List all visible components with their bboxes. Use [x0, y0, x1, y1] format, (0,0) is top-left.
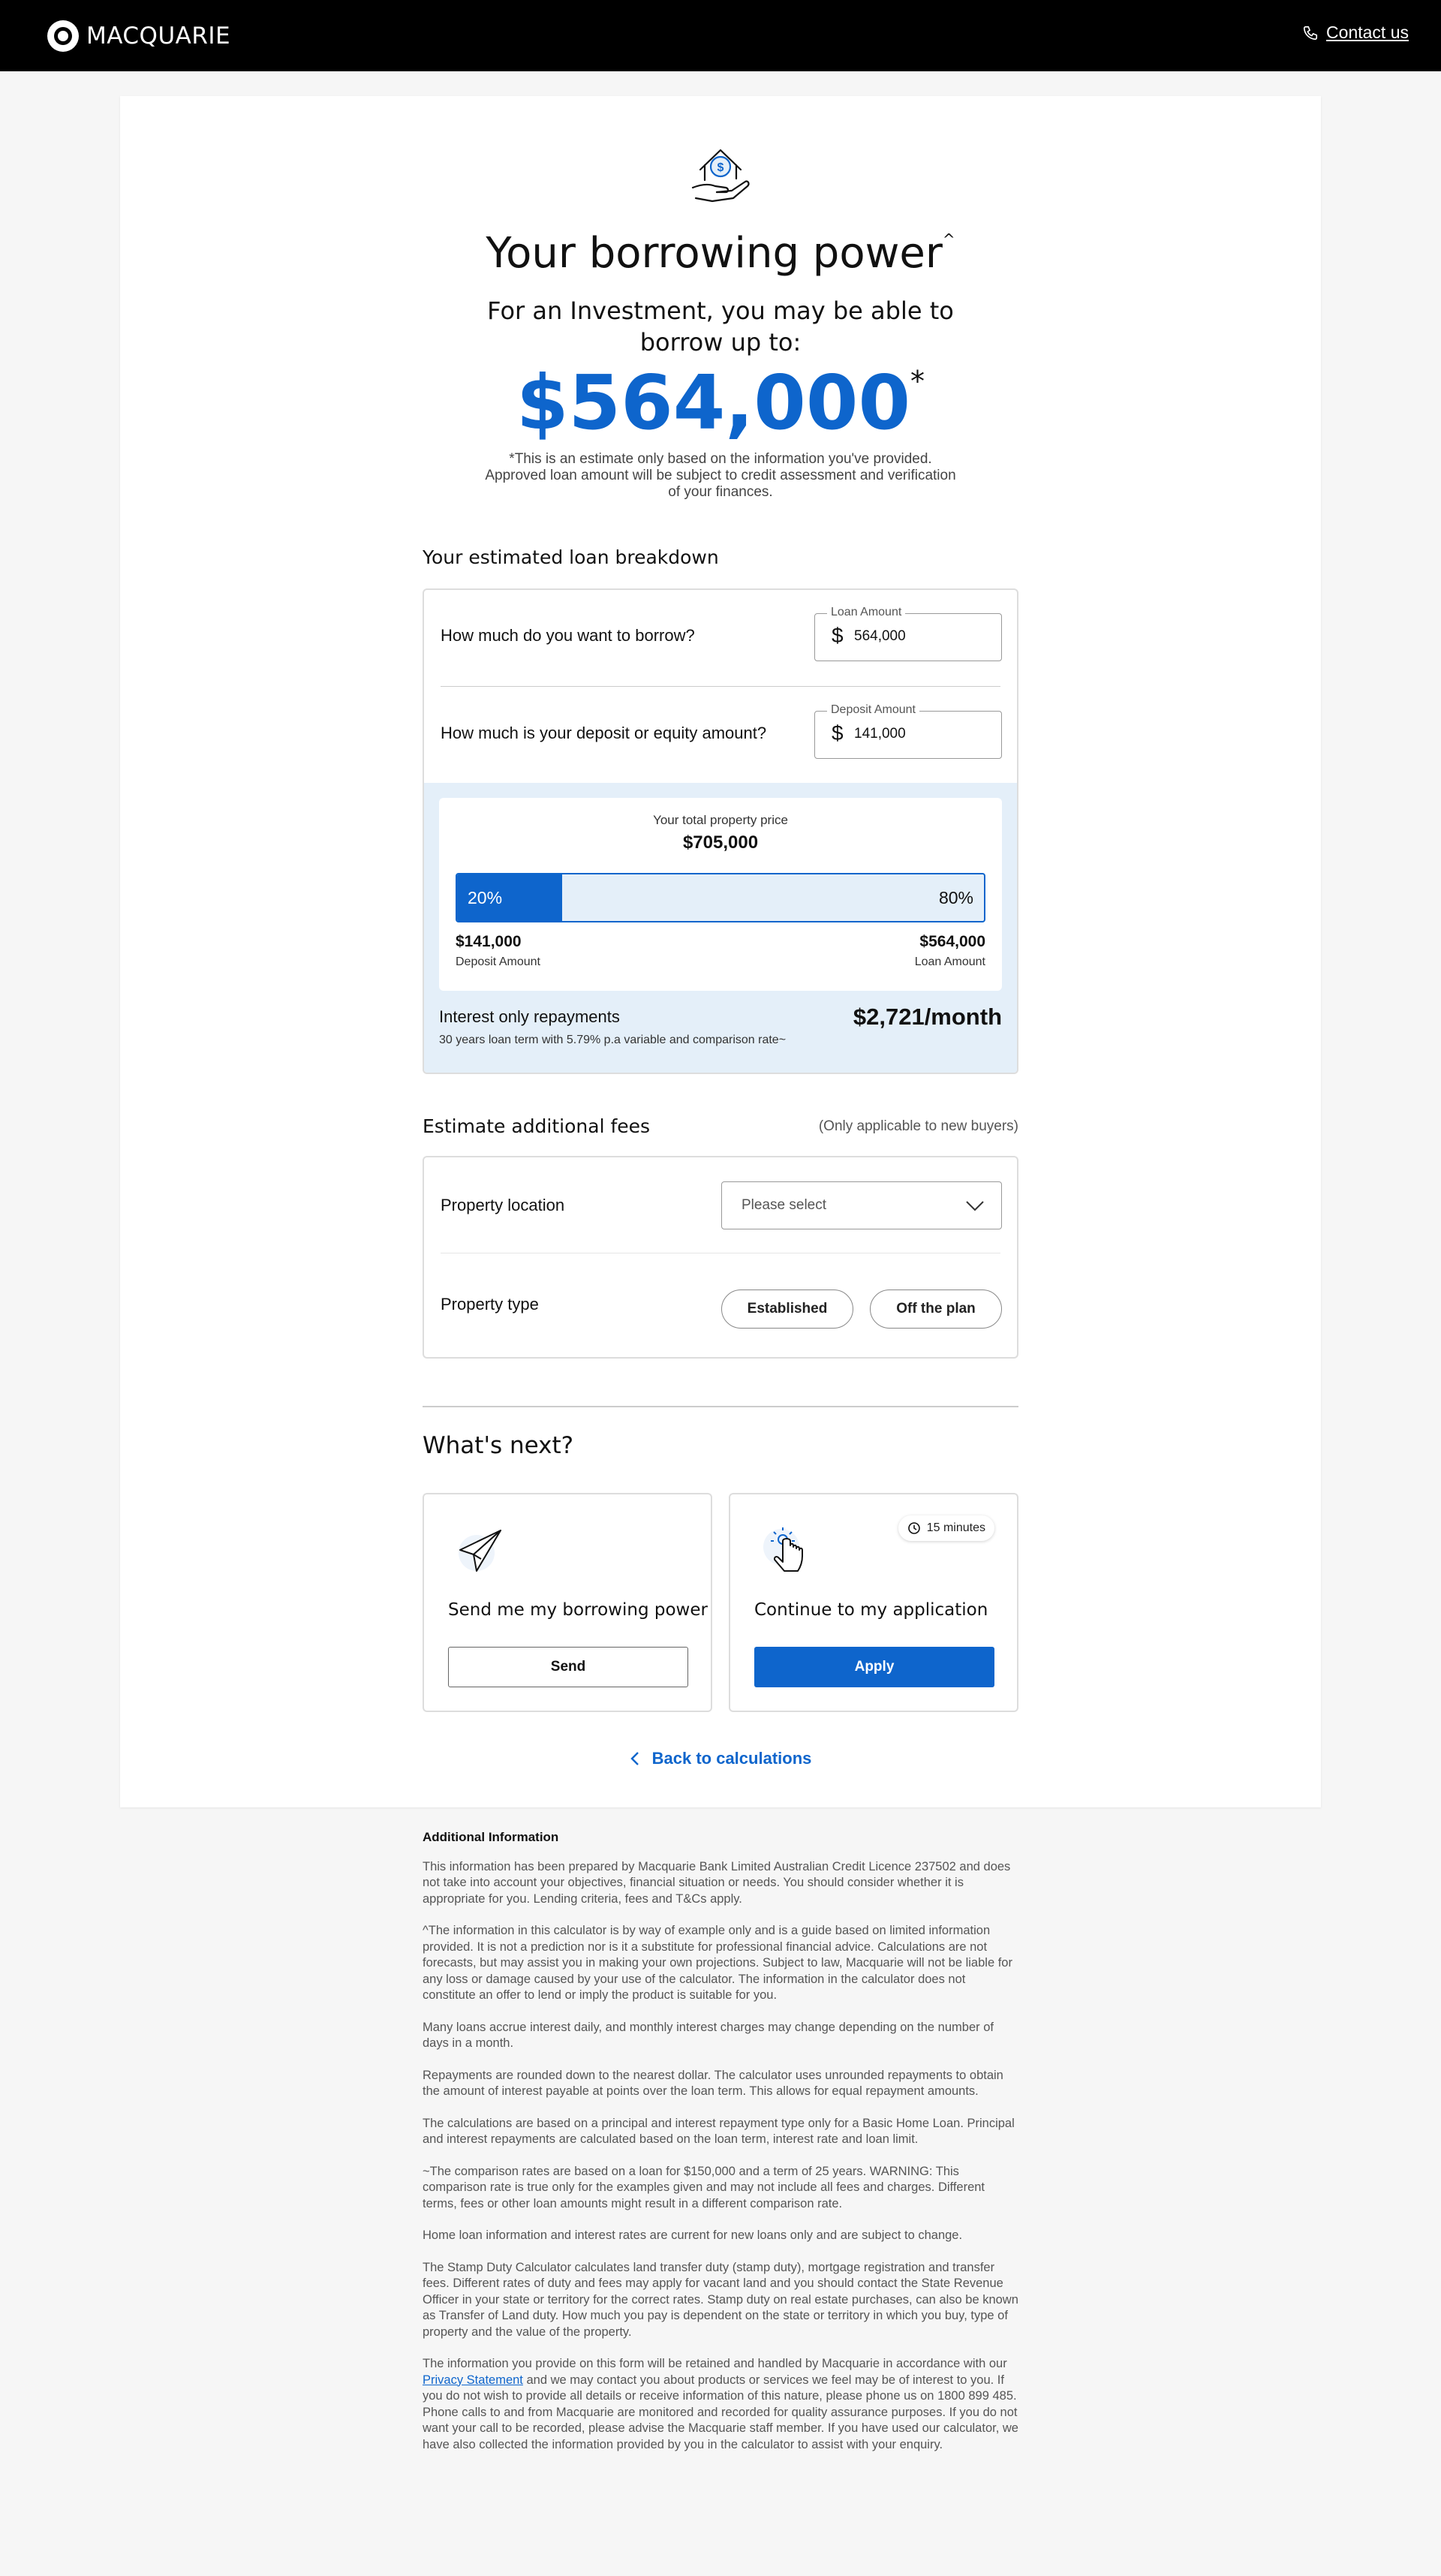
repayments-value: $2,721/month — [853, 1004, 1002, 1030]
section-divider — [423, 1406, 1018, 1407]
breakdown-heading: Your estimated loan breakdown — [423, 546, 719, 568]
property-summary-area — [424, 783, 1017, 1073]
loan-percent: 80% — [938, 888, 973, 907]
brand-name: MACQUARIE — [86, 23, 231, 50]
privacy-text-before: The information you provide on this form will be retained and handled by Macquarie in accordance with our — [423, 2357, 1007, 2370]
loan-amount-field[interactable] — [814, 606, 1002, 661]
chevron-down-icon — [962, 1193, 988, 1218]
deposit-amount-input[interactable]: 141,000 — [854, 726, 906, 742]
loan-amount-value: $564,000 — [919, 933, 985, 950]
time-estimate-badge — [898, 1515, 994, 1541]
repayments-title: Interest only repayments — [439, 1007, 620, 1026]
send-card-title: Send me my borrowing power — [448, 1600, 708, 1620]
property-type-label: Property type — [441, 1295, 539, 1314]
property-location-label: Property location — [441, 1196, 565, 1214]
privacy-paragraph — [423, 2356, 1018, 2453]
contact-us-link[interactable] — [1302, 23, 1409, 43]
info-paragraph: ~The comparison rates are based on a loan for $150,000 and a term of 25 years. WARNING: This comparison rate is true only for the examples given and may not include all fees and charges. Different terms, fees or other loan amounts might result in a different comparison rate. — [423, 2164, 985, 2210]
fees-heading: Estimate additional fees — [423, 1115, 651, 1137]
contact-us-label: Contact us — [1326, 23, 1409, 42]
phone-icon — [1302, 25, 1319, 41]
page-title-text: Your borrowing power — [486, 229, 943, 278]
apply-button[interactable]: Apply — [754, 1647, 994, 1687]
deposit-amount-caption: Deposit Amount — [456, 955, 540, 968]
borrow-question: How much do you want to borrow? — [441, 626, 695, 645]
property-location-select[interactable] — [721, 1181, 1002, 1229]
pointer-click-icon — [760, 1521, 813, 1578]
apply-card-title: Continue to my application — [754, 1600, 988, 1620]
deposit-percent: 20% — [468, 888, 503, 907]
info-paragraph: Many loans accrue interest daily, and monthly interest charges may change depending on the number of days in a month. — [423, 2020, 994, 2050]
continue-application-card — [729, 1493, 1018, 1712]
additional-fees-panel — [423, 1156, 1018, 1359]
dollar-icon: $ — [832, 624, 844, 647]
deposit-amount-field-label: Deposit Amount — [827, 703, 919, 717]
send-borrowing-power-card — [423, 1493, 712, 1712]
estimate-disclaimer: *This is an estimate only based on the information you've provided. Approved loan amount will be subject to credit assessment and verification of your finances. — [485, 451, 956, 500]
deposit-question: How much is your deposit or equity amount? — [441, 724, 767, 742]
house-dollar-hand-icon — [690, 141, 751, 207]
loan-amount-input[interactable]: 564,000 — [854, 628, 906, 644]
total-price-label: Your total property price — [653, 813, 788, 827]
info-paragraph: Repayments are rounded down to the nearest dollar. The calculator uses unrounded repayments to obtain the amount of interest payable at points over the loan term. This allows for equal repayment amounts. — [423, 2068, 1003, 2098]
info-paragraph: The calculations are based on a principal and interest repayment type only for a Basic Home Loan. Principal and interest repayments are calculated based on the loan term, interest rate and loan limit. — [423, 2116, 1015, 2146]
back-link-label: Back to calculations — [651, 1749, 812, 1768]
loan-amount-field-label: Loan Amount — [827, 606, 905, 619]
deposit-amount-field[interactable] — [814, 703, 1002, 759]
privacy-text-after: and we may contact you about products or services we feel may be of interest to you. If you do not wish to provide all details or receive information of this nature, please phone us on 1800 899 485. Phone calls to and from Macquarie are monitored and recorded for quality assurance purposes. If you do not want your call to be recorded, please advise the Macquarie staff member. If you have used our calculator, we have also collected the information provided by you in the calculator to assist with your enquiry. — [423, 2373, 1018, 2451]
loan-breakdown-panel — [423, 588, 1018, 1074]
send-button[interactable]: Send — [448, 1647, 688, 1687]
repayments-subtitle: 30 years loan term with 5.79% p.a variable and comparison rate~ — [439, 1034, 787, 1046]
svg-text:$: $ — [717, 161, 724, 174]
deposit-amount-value: $141,000 — [456, 933, 522, 950]
deposit-loan-split-bar — [456, 873, 985, 922]
established-option-button[interactable]: Established — [721, 1290, 853, 1329]
borrowing-amount-value: $564,000 — [516, 359, 911, 447]
total-price-value: $705,000 — [682, 832, 759, 853]
additional-information — [423, 1829, 1018, 2469]
info-paragraph: This information has been prepared by Macquarie Bank Limited Australian Credit Licence 237502 and does not take into account your objectives, financial situation or needs. You should consider whether it is appropriate for you. Lending criteria, fees and T&Cs apply. — [423, 1859, 1011, 1906]
info-paragraph: The Stamp Duty Calculator calculates land transfer duty (stamp duty), mortgage registration and transfer fees. Different rates of duty and fees may apply for vacant land and you should contact the State Revenue Officer in your state or territory for the correct rates. Stamp duty on real estate purchases, can also be known as Transfer of Land duty. How much you pay is dependent on the state or territory in which you buy, type of property and the value of the property. — [423, 2260, 1018, 2339]
borrowing-amount — [0, 359, 1441, 447]
off-the-plan-option-button[interactable]: Off the plan — [870, 1290, 1002, 1329]
clock-icon — [907, 1521, 921, 1535]
time-estimate-label: 15 minutes — [926, 1521, 985, 1534]
top-navigation-bar — [0, 0, 1441, 71]
privacy-statement-link[interactable]: Privacy Statement — [423, 2373, 523, 2387]
info-paragraph: Home loan information and interest rates are current for new loans only and are subject to change. — [423, 2228, 963, 2242]
page-title — [0, 229, 1441, 278]
amount-marker: * — [910, 365, 925, 398]
divider — [441, 686, 1000, 687]
title-marker: ^ — [942, 230, 955, 248]
page-subtitle: For an Investment, you may be able to borrow up to: — [487, 296, 954, 357]
fees-note: (Only applicable to new buyers) — [818, 1118, 1018, 1134]
info-paragraph: ^The information in this calculator is by way of example only and is a guide based on limited information provided. It is not a prediction nor is it a substitute for professional financial advice. Calculations are not forecasts, but may assist you in making your own projections. Subject to law, Macquarie will not be liable for any loss or damage caused by your use of the calculator. The information in the calculator does not constitute an offer to lend or imply the product is suitable for you. — [423, 1924, 1012, 2002]
back-to-calculations-link[interactable] — [0, 1749, 1441, 1768]
chevron-left-icon — [630, 1751, 640, 1766]
loan-amount-caption: Loan Amount — [914, 955, 985, 968]
brand-logo[interactable] — [47, 20, 230, 52]
macquarie-logo-icon — [47, 20, 79, 52]
total-price-card — [439, 798, 1002, 991]
paper-plane-icon — [454, 1524, 507, 1577]
whats-next-heading: What's next? — [423, 1432, 574, 1459]
additional-info-heading: Additional Information — [423, 1830, 559, 1844]
dollar-icon: $ — [832, 721, 844, 745]
property-location-placeholder: Please select — [742, 1197, 827, 1213]
